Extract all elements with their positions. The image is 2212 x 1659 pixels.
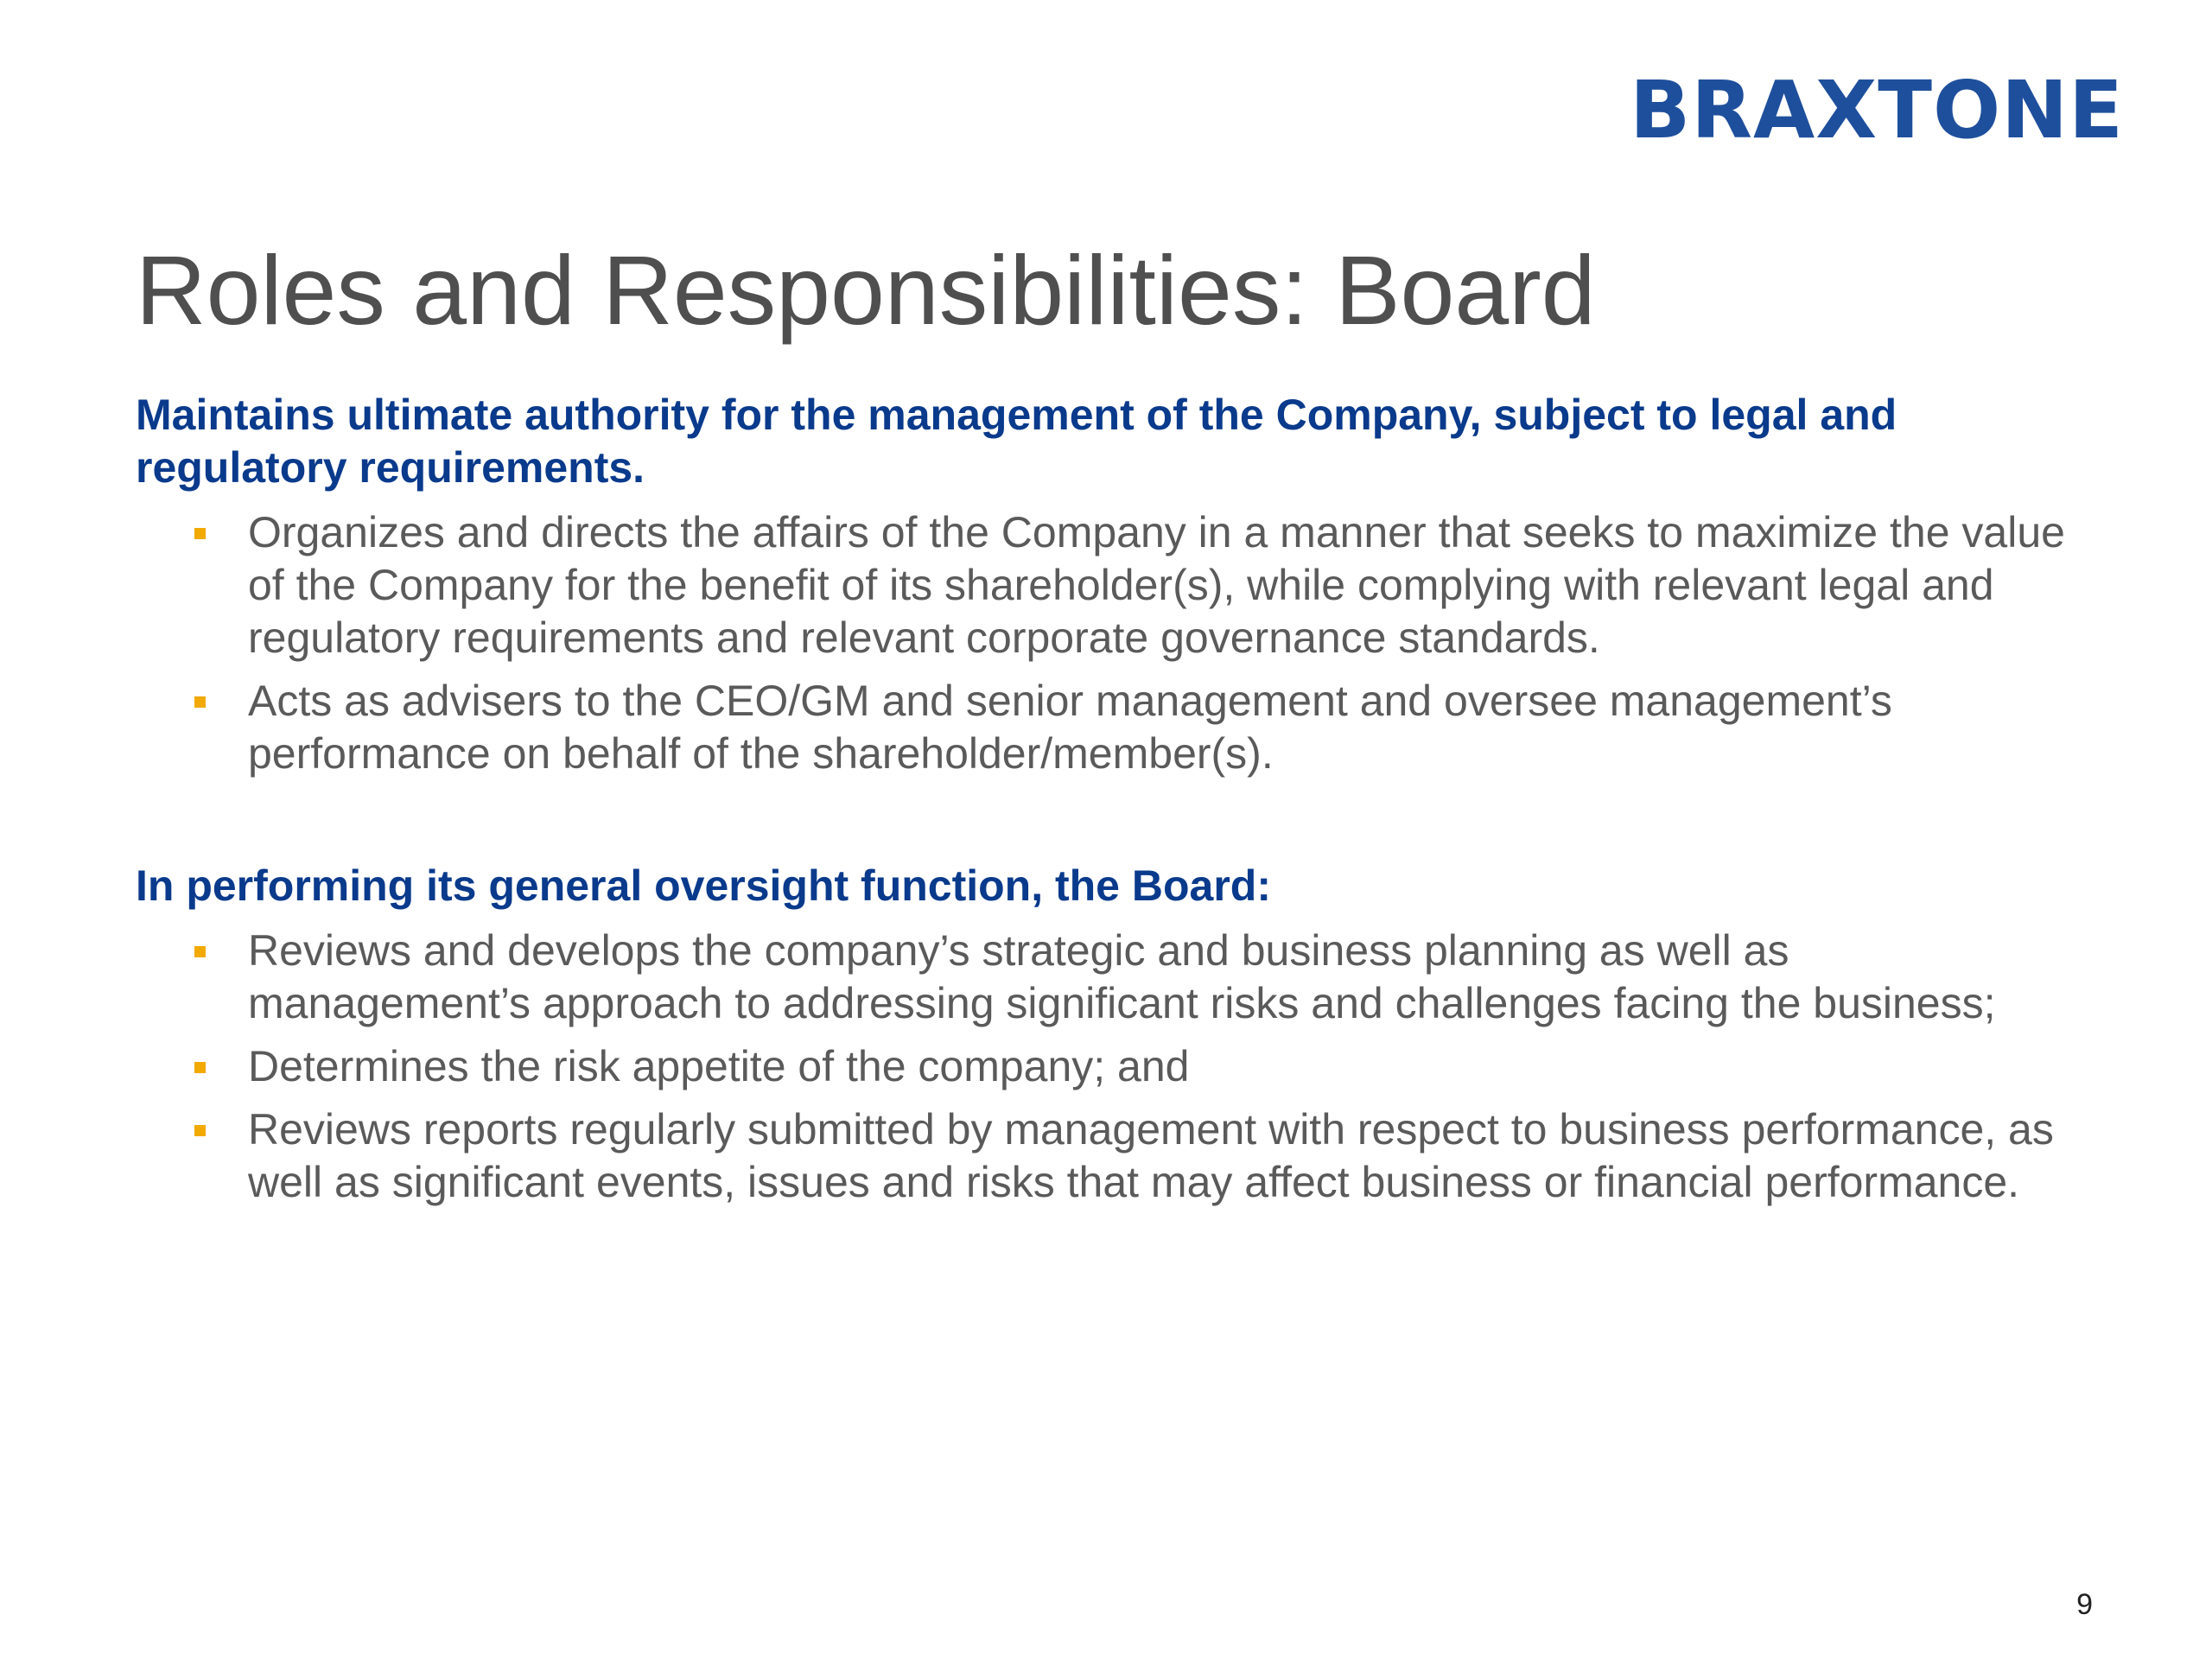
- list-item: [136, 1103, 2071, 1209]
- bullet-text: Acts as advisers to the CEO/GM and senior management and oversee management’s performance on behalf of the shareholder/member(s).: [248, 677, 1892, 778]
- bullet-text: Reviews reports regularly submitted by management with respect to business performance, as well as significant events, issues and risks that may affect business or financial performance.: [248, 1105, 2054, 1206]
- square-bullet-icon: [194, 1125, 206, 1136]
- list-item: [136, 506, 2071, 664]
- list-item: [136, 675, 2071, 780]
- braxtone-logo: BRAXTONE: [1630, 64, 2124, 156]
- square-bullet-icon: [194, 1062, 206, 1073]
- slide-content: [136, 389, 2071, 1219]
- page-number: 9: [2076, 1588, 2093, 1621]
- section-spacer: [136, 791, 2071, 860]
- slide-title: Roles and Responsibilities: Board: [136, 236, 1596, 345]
- bullet-list-authority: [136, 506, 2071, 780]
- square-bullet-icon: [194, 696, 206, 708]
- section-heading-authority: Maintains ultimate authority for the management of the Company, subject to legal and regulatory requirements.: [136, 391, 1897, 492]
- bullet-text: Determines the risk appetite of the company; and: [248, 1042, 1190, 1090]
- section-heading-oversight: In performing its general oversight function, the Board:: [136, 861, 1271, 910]
- bullet-text: Organizes and directs the affairs of the Company in a manner that seeks to maximize the value of the Company for the benefit of its shareholder(s), while complying with relevant legal and regulatory requirements and relevant corporate governance standards.: [248, 508, 2065, 662]
- list-item: [136, 1040, 2071, 1093]
- square-bullet-icon: [194, 946, 206, 957]
- bullet-text: Reviews and develops the company’s strategic and business planning as well as management’s approach to addressing significant risks and challenges facing the business;: [248, 926, 1996, 1027]
- bullet-list-oversight: [136, 925, 2071, 1209]
- list-item: [136, 925, 2071, 1030]
- square-bullet-icon: [194, 528, 206, 539]
